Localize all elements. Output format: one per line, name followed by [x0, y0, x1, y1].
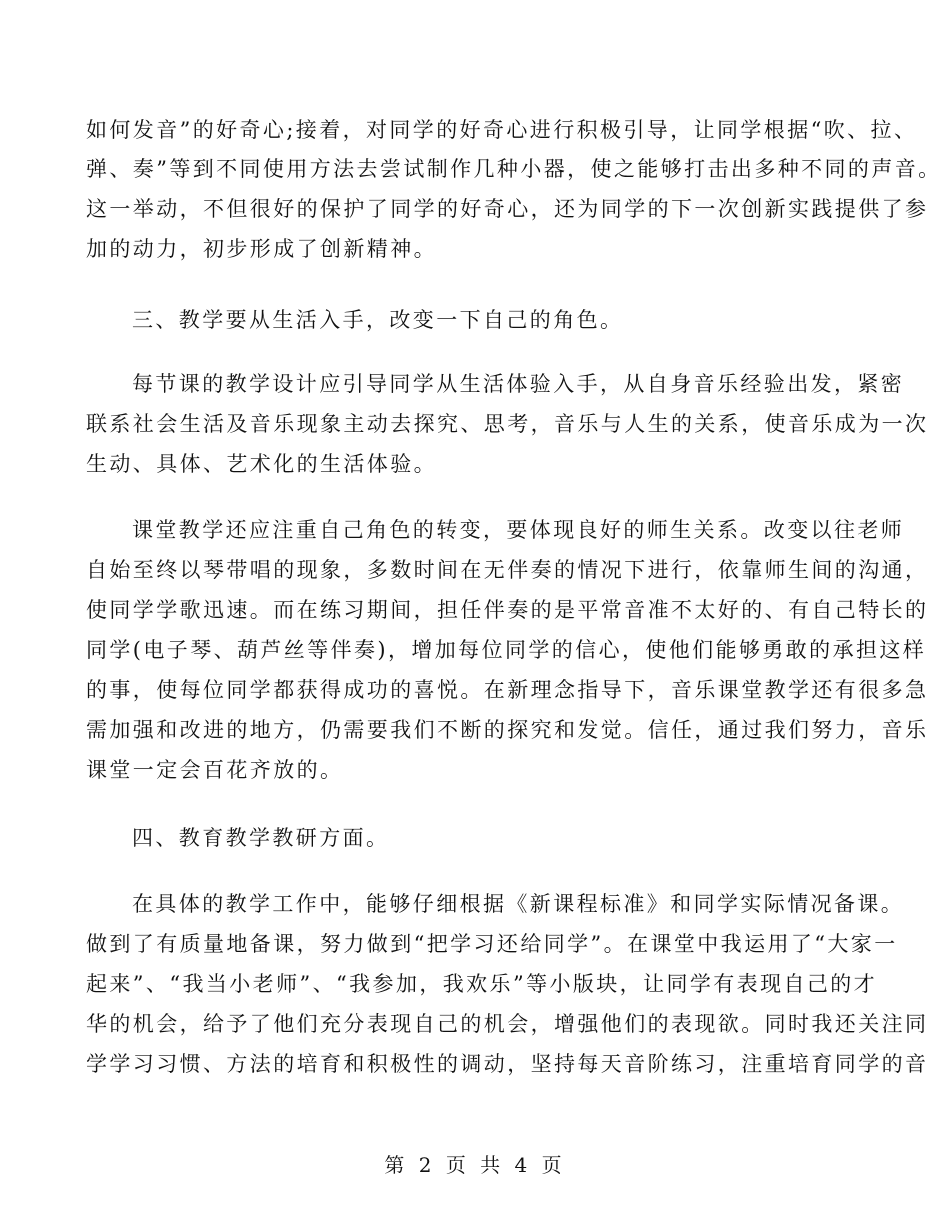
paragraph-line: 加的动力，初步形成了创新精神。 [86, 237, 437, 261]
paragraph-line: 每节课的教学设计应引导同学从生活体验入手，从自身音乐经验出发，紧密 [132, 372, 905, 396]
paragraph-line: 同学(电子琴、葫芦丝等伴奏)，增加每位同学的信心，使他们能够勇敢的承担这样 [86, 638, 927, 662]
paragraph-line: 需加强和改进的地方，仍需要我们不断的探究和发觉。信任，通过我们努力，音乐 [86, 718, 929, 742]
paragraph-line: 课堂教学还应注重自己角色的转变，要体现良好的师生关系。改变以往老师 [132, 518, 905, 542]
paragraph-line: 联系社会生活及音乐现象主动去探究、思考，音乐与人生的关系，使音乐成为一次 [86, 412, 929, 436]
section-heading: 三、教学要从生活入手，改变一下自己的角色。 [132, 308, 624, 332]
paragraph-line: 这一举动，不但很好的保护了同学的好奇心，还为同学的下一次创新实践提供了参 [86, 197, 929, 221]
paragraph-line: 华的机会，给予了他们充分表现自己的机会，增强他们的表现欲。同时我还关注同 [86, 1012, 929, 1036]
page-number: 第 2 页 共 4 页 [384, 1153, 566, 1177]
section-heading: 四、教育教学教研方面。 [132, 826, 390, 850]
paragraph-line: 生动、具体、艺术化的生活体验。 [86, 452, 437, 476]
paragraph-line: 学学习习惯、方法的培育和积极性的调动，坚持每天音阶练习，注重培育同学的音 [86, 1052, 929, 1076]
paragraph-line: 起来”、“我当小老师”、“我参加，我欢乐”等小版块，让同学有表现自己的才 [86, 972, 878, 996]
paragraph-line: 自始至终以琴带唱的现象，多数时间在无伴奏的情况下进行，依靠师生间的沟通， [86, 558, 929, 582]
paragraph-line: 做到了有质量地备课，努力做到“把学习还给同学”。在课堂中我运用了“大家一 [86, 932, 898, 956]
paragraph-line: 课堂一定会百花齐放的。 [86, 758, 344, 782]
paragraph-line: 如何发音”的好奇心;接着，对同学的好奇心进行积极引导，让同学根据“吹、拉、 [86, 118, 918, 142]
paragraph-line: 在具体的教学工作中，能够仔细根据《新课程标准》和同学实际情况备课。 [132, 892, 905, 916]
paragraph-line: 弹、奏”等到不同使用方法去尝试制作几种小器，使之能够打击出多种不同的声音。 [86, 157, 942, 181]
paragraph-line: 使同学学歌迅速。而在练习期间，担任伴奏的是平常音准不太好的、有自己特长的 [86, 598, 929, 622]
paragraph-line: 的事，使每位同学都获得成功的喜悦。在新理念指导下，音乐课堂教学还有很多急 [86, 678, 929, 702]
